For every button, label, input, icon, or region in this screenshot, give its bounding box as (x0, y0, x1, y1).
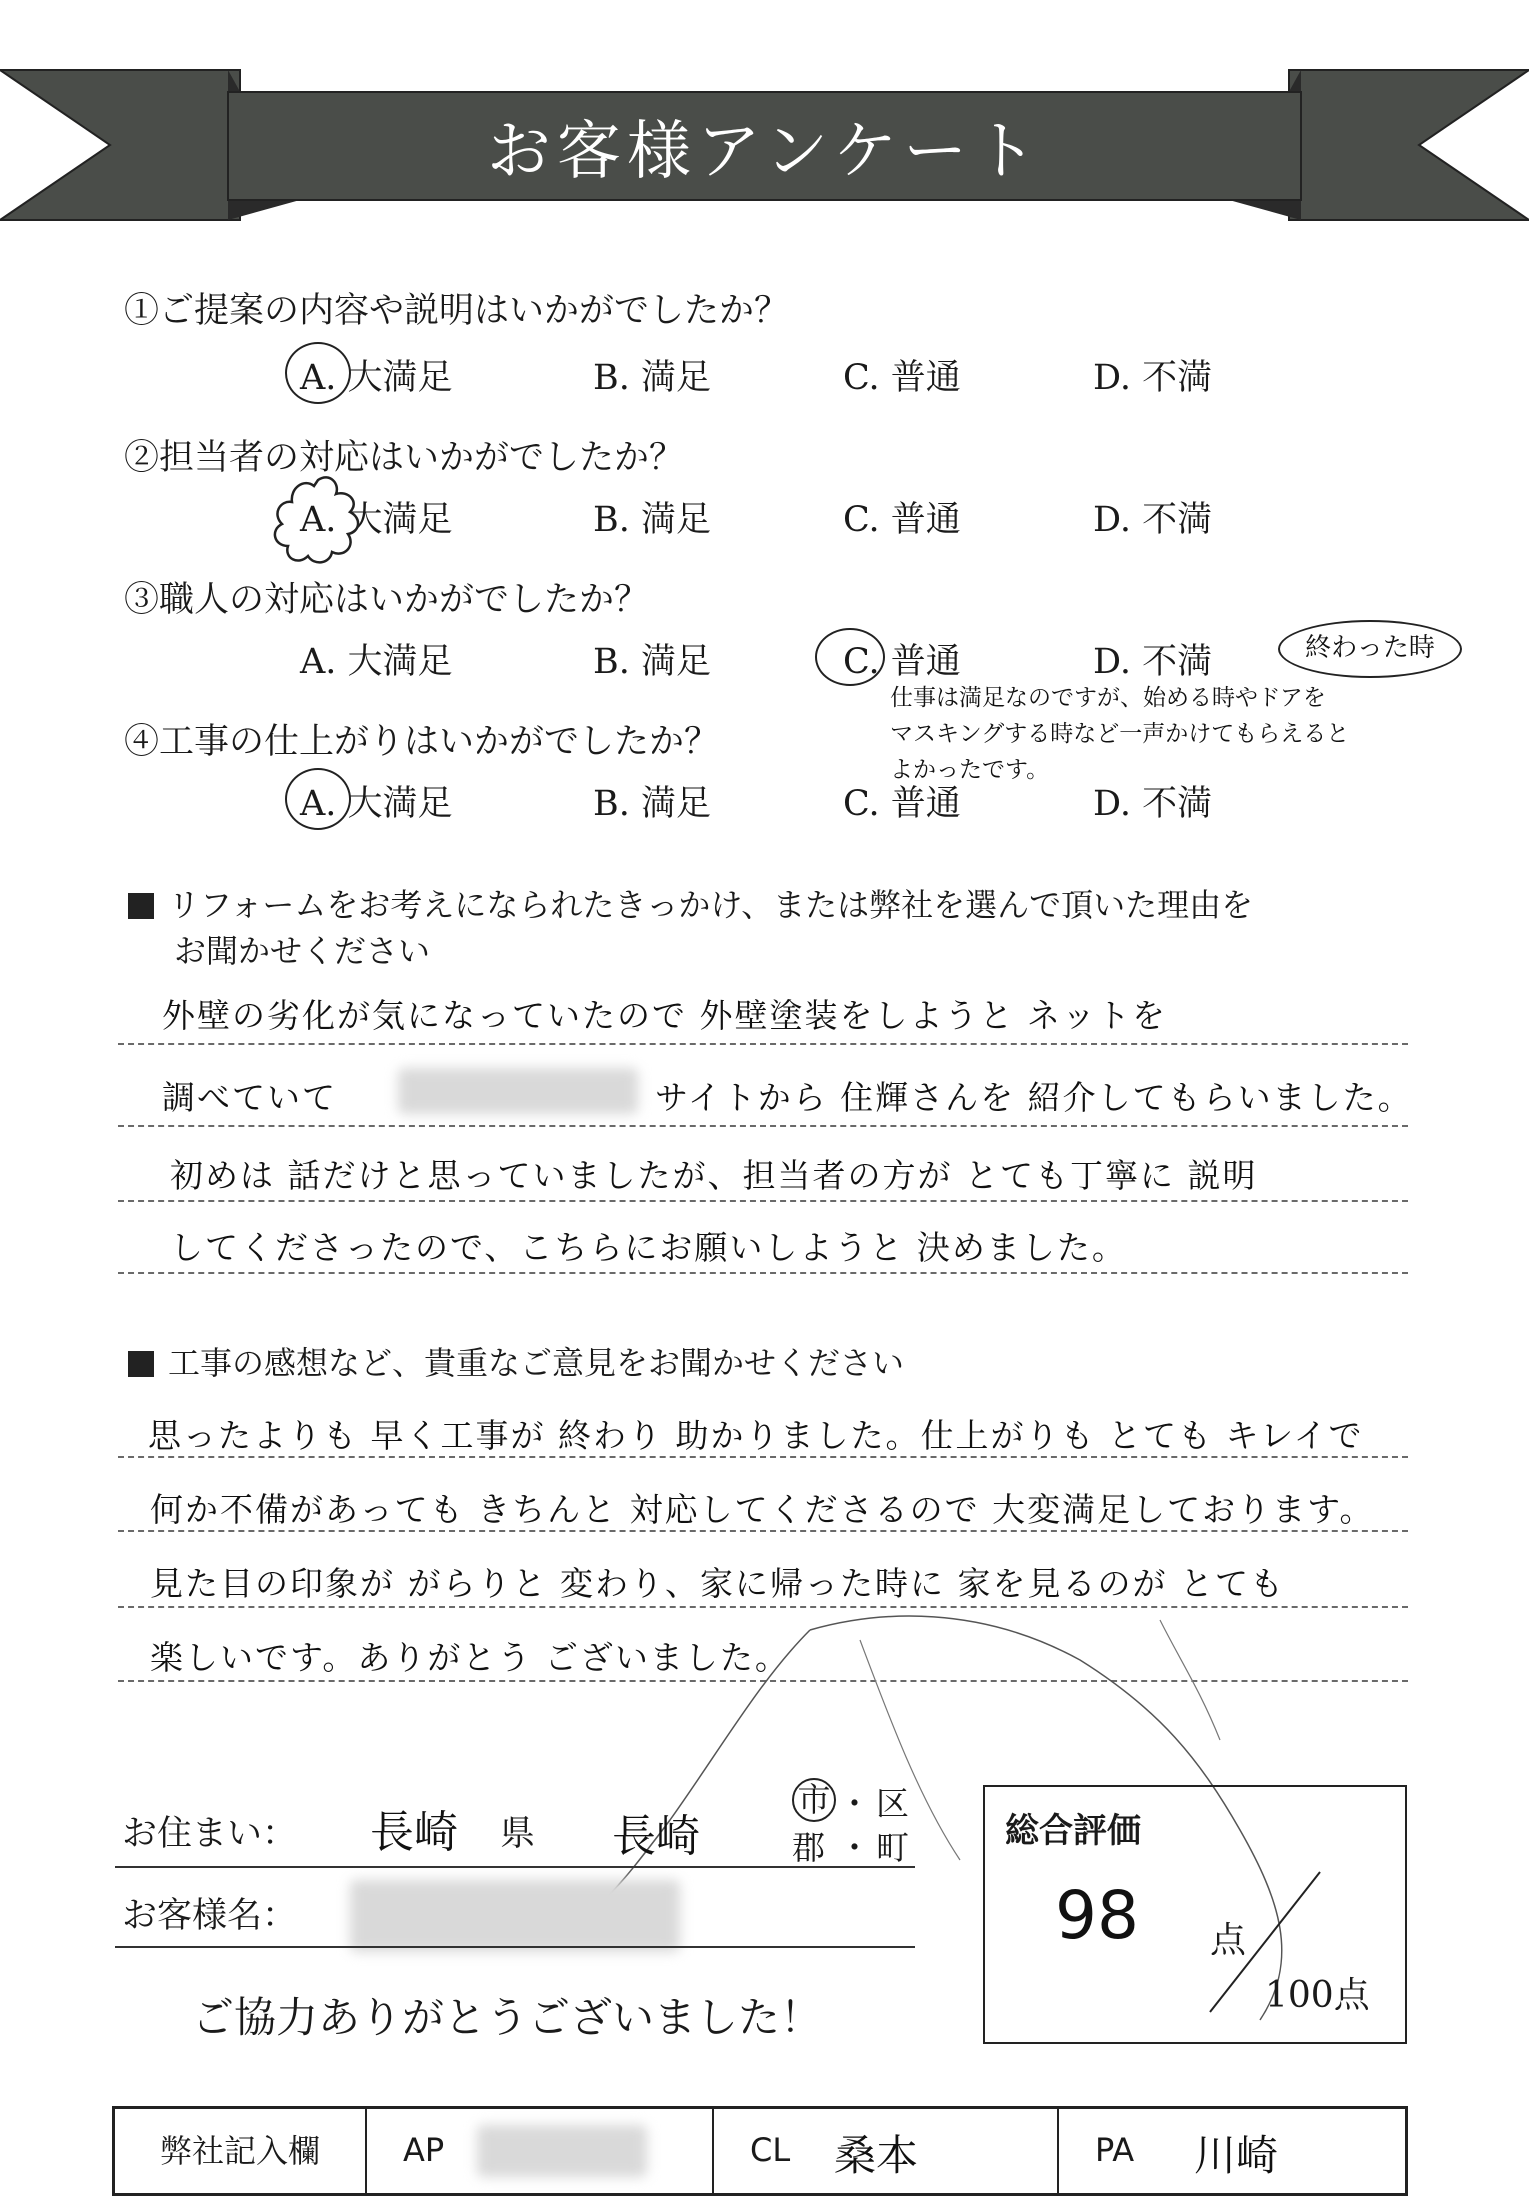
city-handwritten: 長崎 (612, 1811, 700, 1862)
q4-option-a[interactable]: A. 大満足 (300, 784, 453, 824)
q2-option-a[interactable]: A. 大満足 (300, 500, 453, 540)
office-cl-value: 桑本 (834, 2131, 919, 2180)
score-unit: 点 (1210, 1920, 1247, 1961)
q2-flower-circle-icon (268, 470, 368, 570)
q4-answer-circle (285, 768, 351, 830)
q2-option-b[interactable]: B. 満足 (593, 500, 711, 540)
office-label-cell (115, 2109, 367, 2193)
office-pa-value: 川崎 (1194, 2131, 1279, 2180)
thanks-message: ご協力ありがとうございました！ (192, 1993, 823, 2042)
q1-option-c[interactable]: C. 普通 (843, 358, 961, 398)
answer-line (118, 1043, 1408, 1045)
overall-score-box (983, 1785, 1407, 2044)
answer-line (118, 1200, 1408, 1202)
section1-line-1: 外壁の劣化が気になっていたので 外壁塗装をしようと ネットを (162, 996, 1167, 1035)
office-cl-label: CL (750, 2131, 791, 2169)
square-bullet-icon (128, 1351, 154, 1377)
address-dot: ・ (838, 1784, 871, 1823)
q1-answer-circle (285, 342, 351, 404)
q3-answer-circle (815, 628, 885, 686)
q1-option-a[interactable]: A. 大満足 (300, 358, 453, 398)
section2-line-4: 楽しいです。ありがとう ございました。 (150, 1638, 790, 1677)
q4-option-d[interactable]: D. 不満 (1093, 784, 1213, 824)
question-4: ④工事の仕上がりはいかがでしたか？ (124, 722, 720, 762)
section2-line-3: 見た目の印象が がらりと 変わり、家に帰った時に 家を見るのが とても (150, 1564, 1285, 1603)
q2-option-d[interactable]: D. 不満 (1093, 500, 1213, 540)
answer-line (118, 1125, 1408, 1127)
customer-name-label: お客様名： (122, 1896, 298, 1936)
q3-option-a[interactable]: A. 大満足 (300, 642, 453, 682)
section2-line-2: 何か不備があっても きちんと 対応してくださるので 大変満足しております。 (150, 1490, 1375, 1529)
q1-option-b[interactable]: B. 満足 (593, 358, 711, 398)
section1-heading-line2: お聞かせください (174, 932, 431, 970)
page-title: お客様アンケート (486, 115, 1044, 189)
address-underline (115, 1866, 915, 1868)
office-ap-label: AP (403, 2131, 445, 2169)
answer-line (118, 1272, 1408, 1274)
customer-name-underline (115, 1946, 915, 1948)
score-max: 100点 (1265, 1975, 1370, 2016)
question-3: ③職人の対応はいかがでしたか？ (124, 580, 650, 620)
q3-note-line: マスキングする時など一声かけてもらえると (890, 721, 1350, 747)
section1-line-3: 初めは 話だけと思っていましたが、担当者の方が とても丁寧に 説明 (170, 1156, 1258, 1195)
q3-note-bubble (1278, 620, 1462, 678)
question-2: ②担当者の対応はいかがでしたか？ (124, 438, 685, 478)
address-label: お住まい： (122, 1814, 298, 1854)
q1-option-d[interactable]: D. 不満 (1093, 358, 1213, 398)
redacted-site-name (398, 1068, 638, 1114)
square-bullet-icon (128, 893, 154, 919)
section1-line-4: してくださったので、こちらにお願いしようと 決めました。 (170, 1228, 1127, 1267)
office-label: 弊社記入欄 (159, 2132, 320, 2170)
q3-note-line: 仕事は満足なのですが、始める時やドアを (890, 685, 1326, 711)
q2-option-c[interactable]: C. 普通 (843, 500, 961, 540)
q3-option-b[interactable]: B. 満足 (593, 642, 711, 682)
office-pa-cell (1059, 2109, 1399, 2193)
section2-heading (128, 1340, 1428, 1386)
address-gun[interactable]: 郡 (792, 1828, 825, 1867)
office-cl-cell (714, 2109, 1059, 2193)
answer-line (118, 1530, 1408, 1532)
section2-line-1: 思ったよりも 早く工事が 終わり 助かりました。仕上がりも とても キレイで (148, 1416, 1364, 1455)
q3-note-bubble-text: 終わった時 (1305, 633, 1435, 663)
answer-line (118, 1456, 1408, 1458)
q3-note-line: よかったです。 (890, 757, 1050, 783)
address-ku[interactable]: 区 (876, 1784, 909, 1823)
city-shi-circled[interactable]: 市 (792, 1778, 836, 1822)
q3-handwritten-note (890, 680, 1349, 788)
q3-option-c[interactable]: C. 普通 (843, 642, 961, 682)
q4-option-b[interactable]: B. 満足 (593, 784, 711, 824)
office-pa-label: PA (1095, 2131, 1135, 2169)
section2-heading-text: 工事の感想など、貴重なご意見をお聞かせください (168, 1344, 905, 1382)
prefecture-unit: 県 (500, 1814, 536, 1854)
address-dot: ・ (838, 1828, 871, 1867)
address-machi[interactable]: 町 (876, 1828, 909, 1867)
section1-heading-line1: リフォームをお考えになられたきっかけ、または弊社を選んで頂いた理由を (168, 886, 1254, 924)
question-1: ①ご提案の内容や説明はいかがでしたか？ (124, 291, 790, 331)
prefecture-handwritten: 長崎 (370, 1807, 458, 1858)
score-label: 総合評価 (1005, 1811, 1141, 1851)
office-ap-cell (367, 2109, 714, 2193)
score-value: 98 (1055, 1877, 1139, 1954)
redacted-customer-name (350, 1880, 680, 1952)
office-use-table (112, 2106, 1408, 2196)
redacted-ap-value (477, 2125, 647, 2177)
section1-heading (128, 882, 1428, 974)
section1-line-2b: サイトから 住輝さんを 紹介してもらいました。 (655, 1078, 1413, 1117)
section1-line-2a: 調べていて (162, 1078, 337, 1117)
q4-option-c[interactable]: C. 普通 (843, 784, 961, 824)
q3-option-d[interactable]: D. 不満 (1093, 642, 1213, 682)
